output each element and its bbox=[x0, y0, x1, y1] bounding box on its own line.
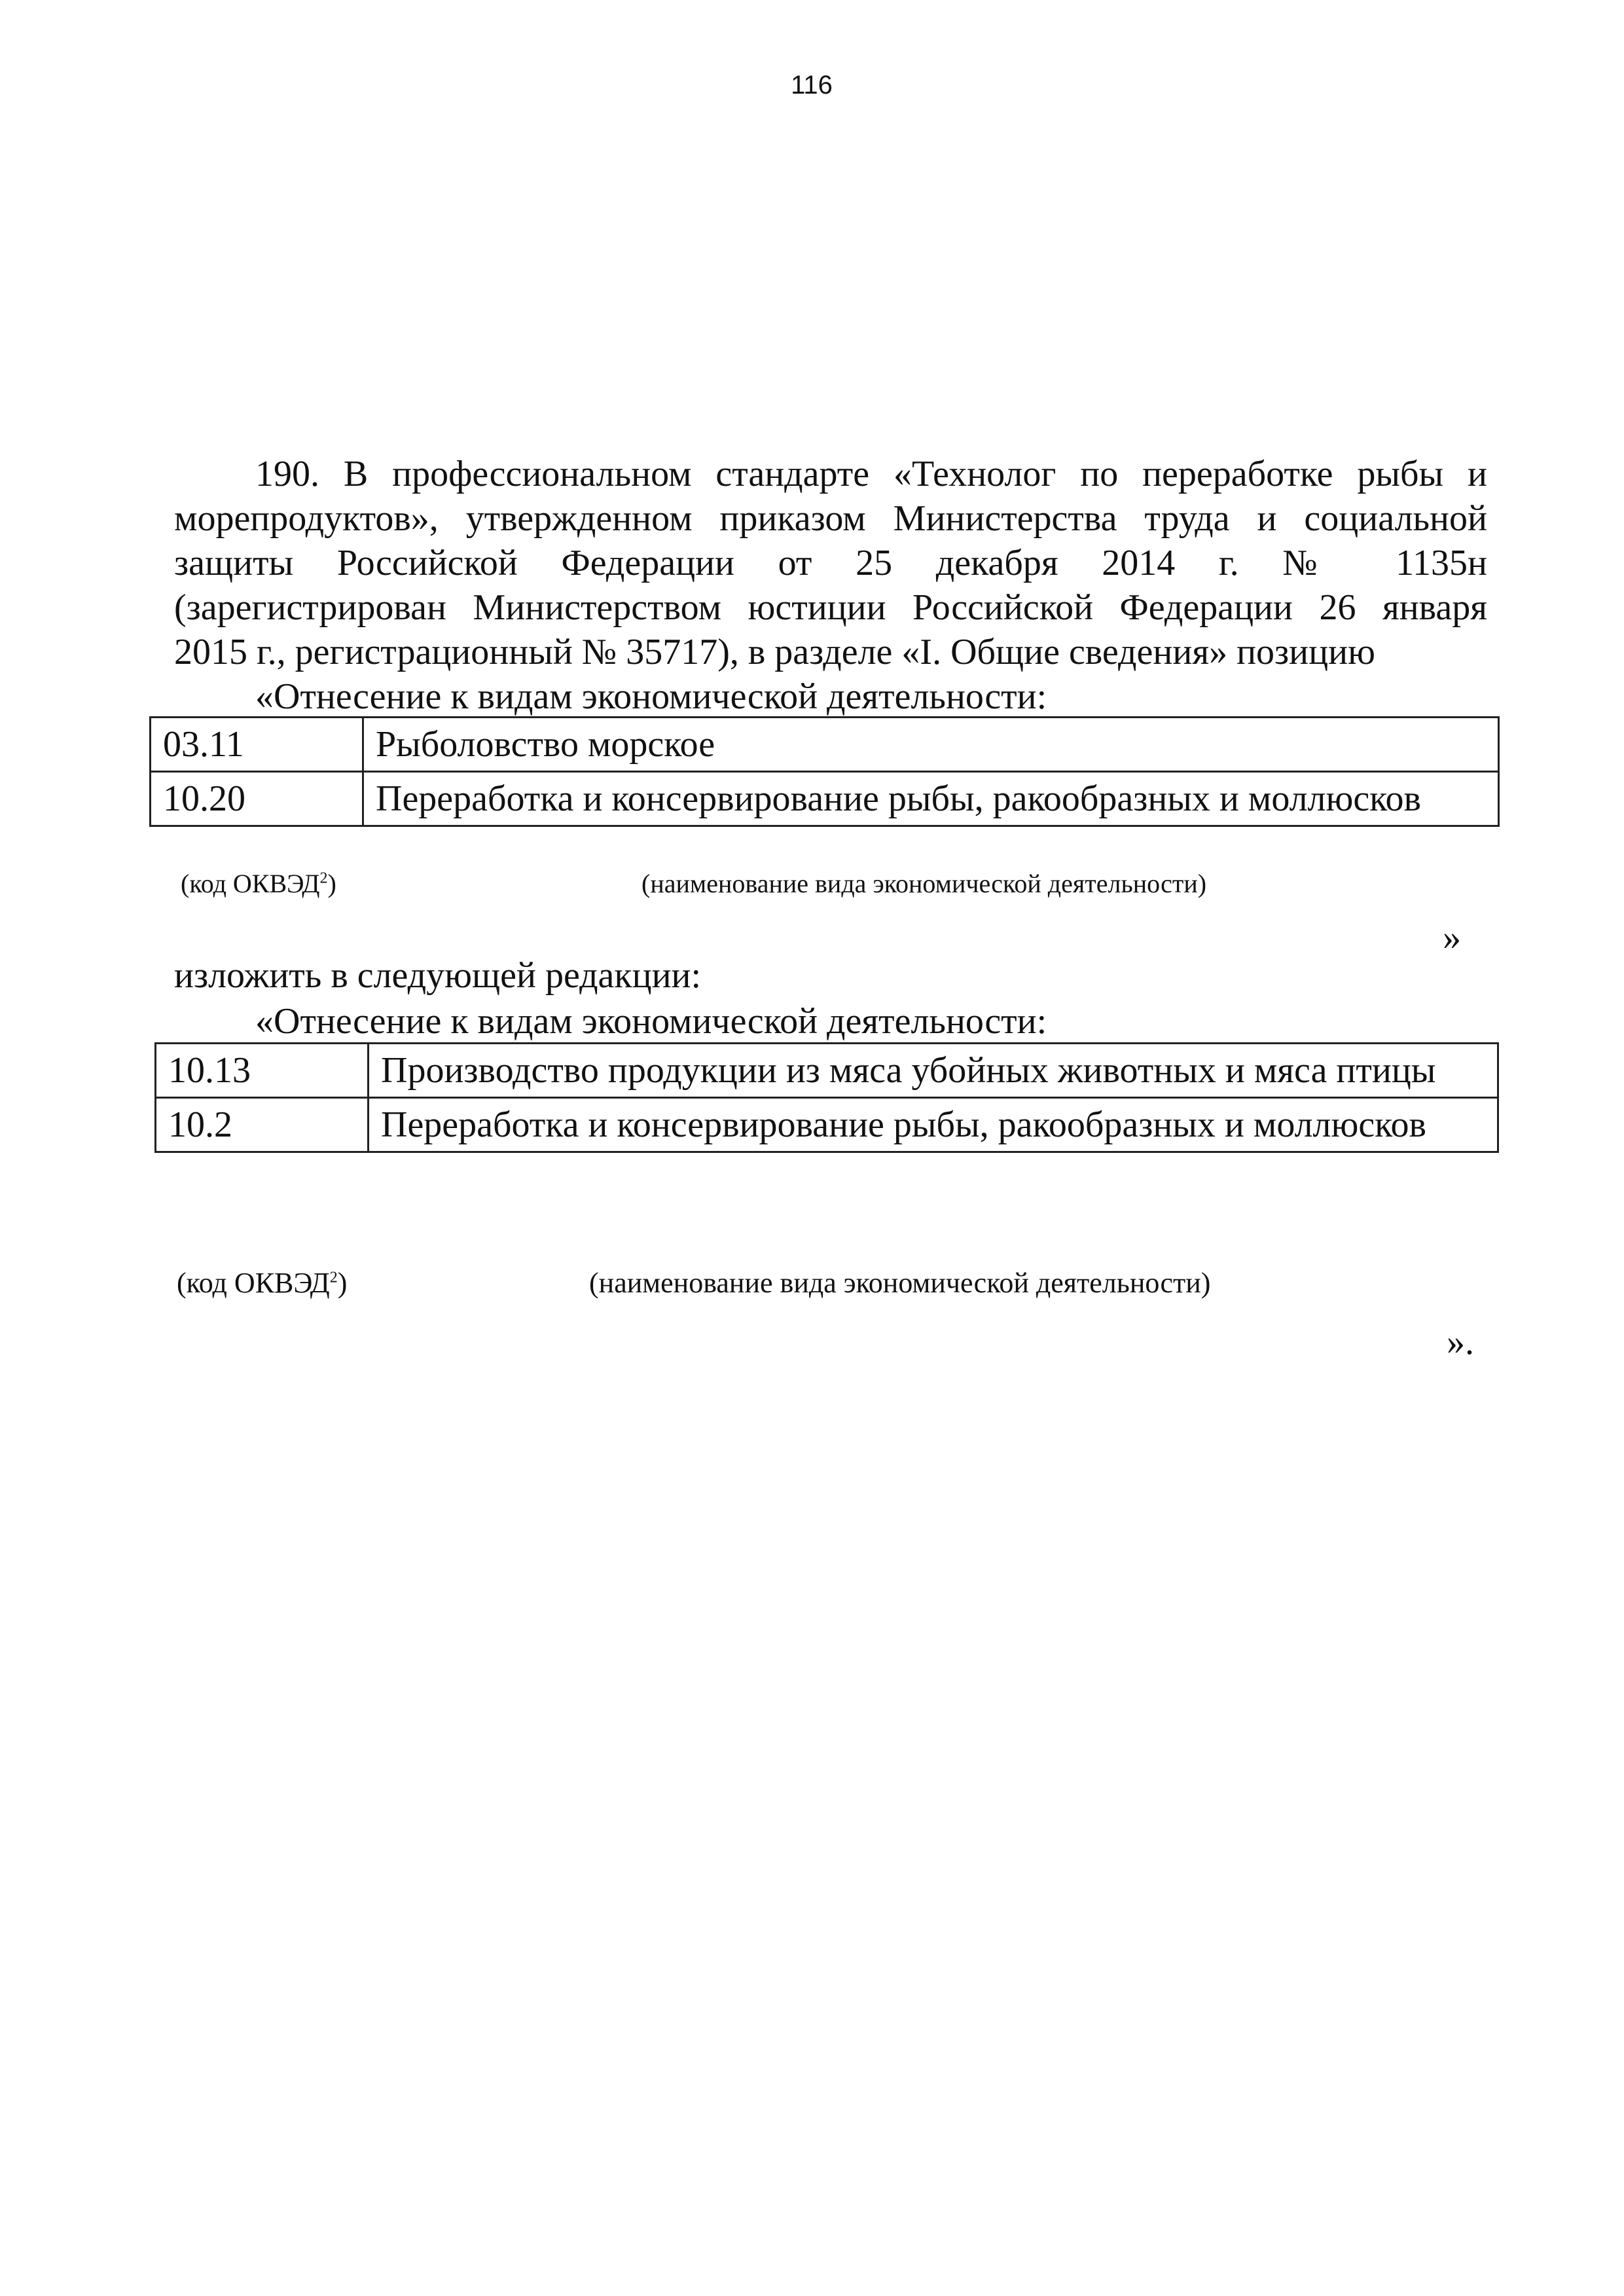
replace-instruction: изложить в следующей редакции: bbox=[174, 955, 702, 996]
okved-code: 10.13 bbox=[156, 1044, 369, 1098]
okved-table-old bbox=[149, 716, 1500, 827]
caption-code-new: (код ОКВЭД$^2$) bbox=[177, 1267, 348, 1299]
okved-code: 03.11 bbox=[151, 718, 363, 772]
quote-end-old: » bbox=[1443, 917, 1461, 958]
page-number: 116 bbox=[791, 71, 833, 100]
table-row bbox=[156, 1098, 1498, 1152]
intro-old: «Отнесение к видам экономической деятельности: bbox=[255, 676, 1047, 717]
paragraph-line: (зарегистрирован Министерством юстиции Российской Федерации 26 января bbox=[174, 587, 1487, 628]
table-row bbox=[151, 718, 1499, 772]
table-row bbox=[151, 772, 1499, 826]
caption-name-old: (наименование вида экономической деятельности) bbox=[641, 869, 1207, 898]
amendment-paragraph bbox=[174, 452, 1487, 674]
paragraph-line: 2015 г., регистрационный № 35717), в разделе «I. Общие сведения» позицию bbox=[174, 632, 1375, 672]
table-row bbox=[156, 1044, 1498, 1098]
caption-code-old: (код ОКВЭД$^2$) bbox=[181, 869, 336, 898]
activity-name: Производство продукции из мяса убойных животных и мяса птицы bbox=[369, 1044, 1498, 1098]
activity-name: Рыболовство морское bbox=[363, 718, 1499, 772]
paragraph-line: защиты Российской Федерации от 25 декабря 2014 г. № 1135н bbox=[174, 543, 1487, 583]
okved-table-new bbox=[154, 1042, 1499, 1153]
intro-new: «Отнесение к видам экономической деятельности: bbox=[255, 1001, 1047, 1042]
quote-end-new: ». bbox=[1447, 1322, 1474, 1362]
paragraph-line: морепродуктов», утвержденном приказом Министерства труда и социальной bbox=[174, 498, 1487, 539]
activity-name: Переработка и консервирование рыбы, ракообразных и моллюсков bbox=[369, 1098, 1498, 1152]
caption-name-new: (наименование вида экономической деятельности) bbox=[589, 1267, 1211, 1299]
okved-code: 10.20 bbox=[151, 772, 363, 826]
paragraph-line: 190. В профессиональном стандарте «Технолог по переработке рыбы и bbox=[255, 454, 1487, 494]
okved-code: 10.2 bbox=[156, 1098, 369, 1152]
activity-name: Переработка и консервирование рыбы, ракообразных и моллюсков bbox=[363, 772, 1499, 826]
